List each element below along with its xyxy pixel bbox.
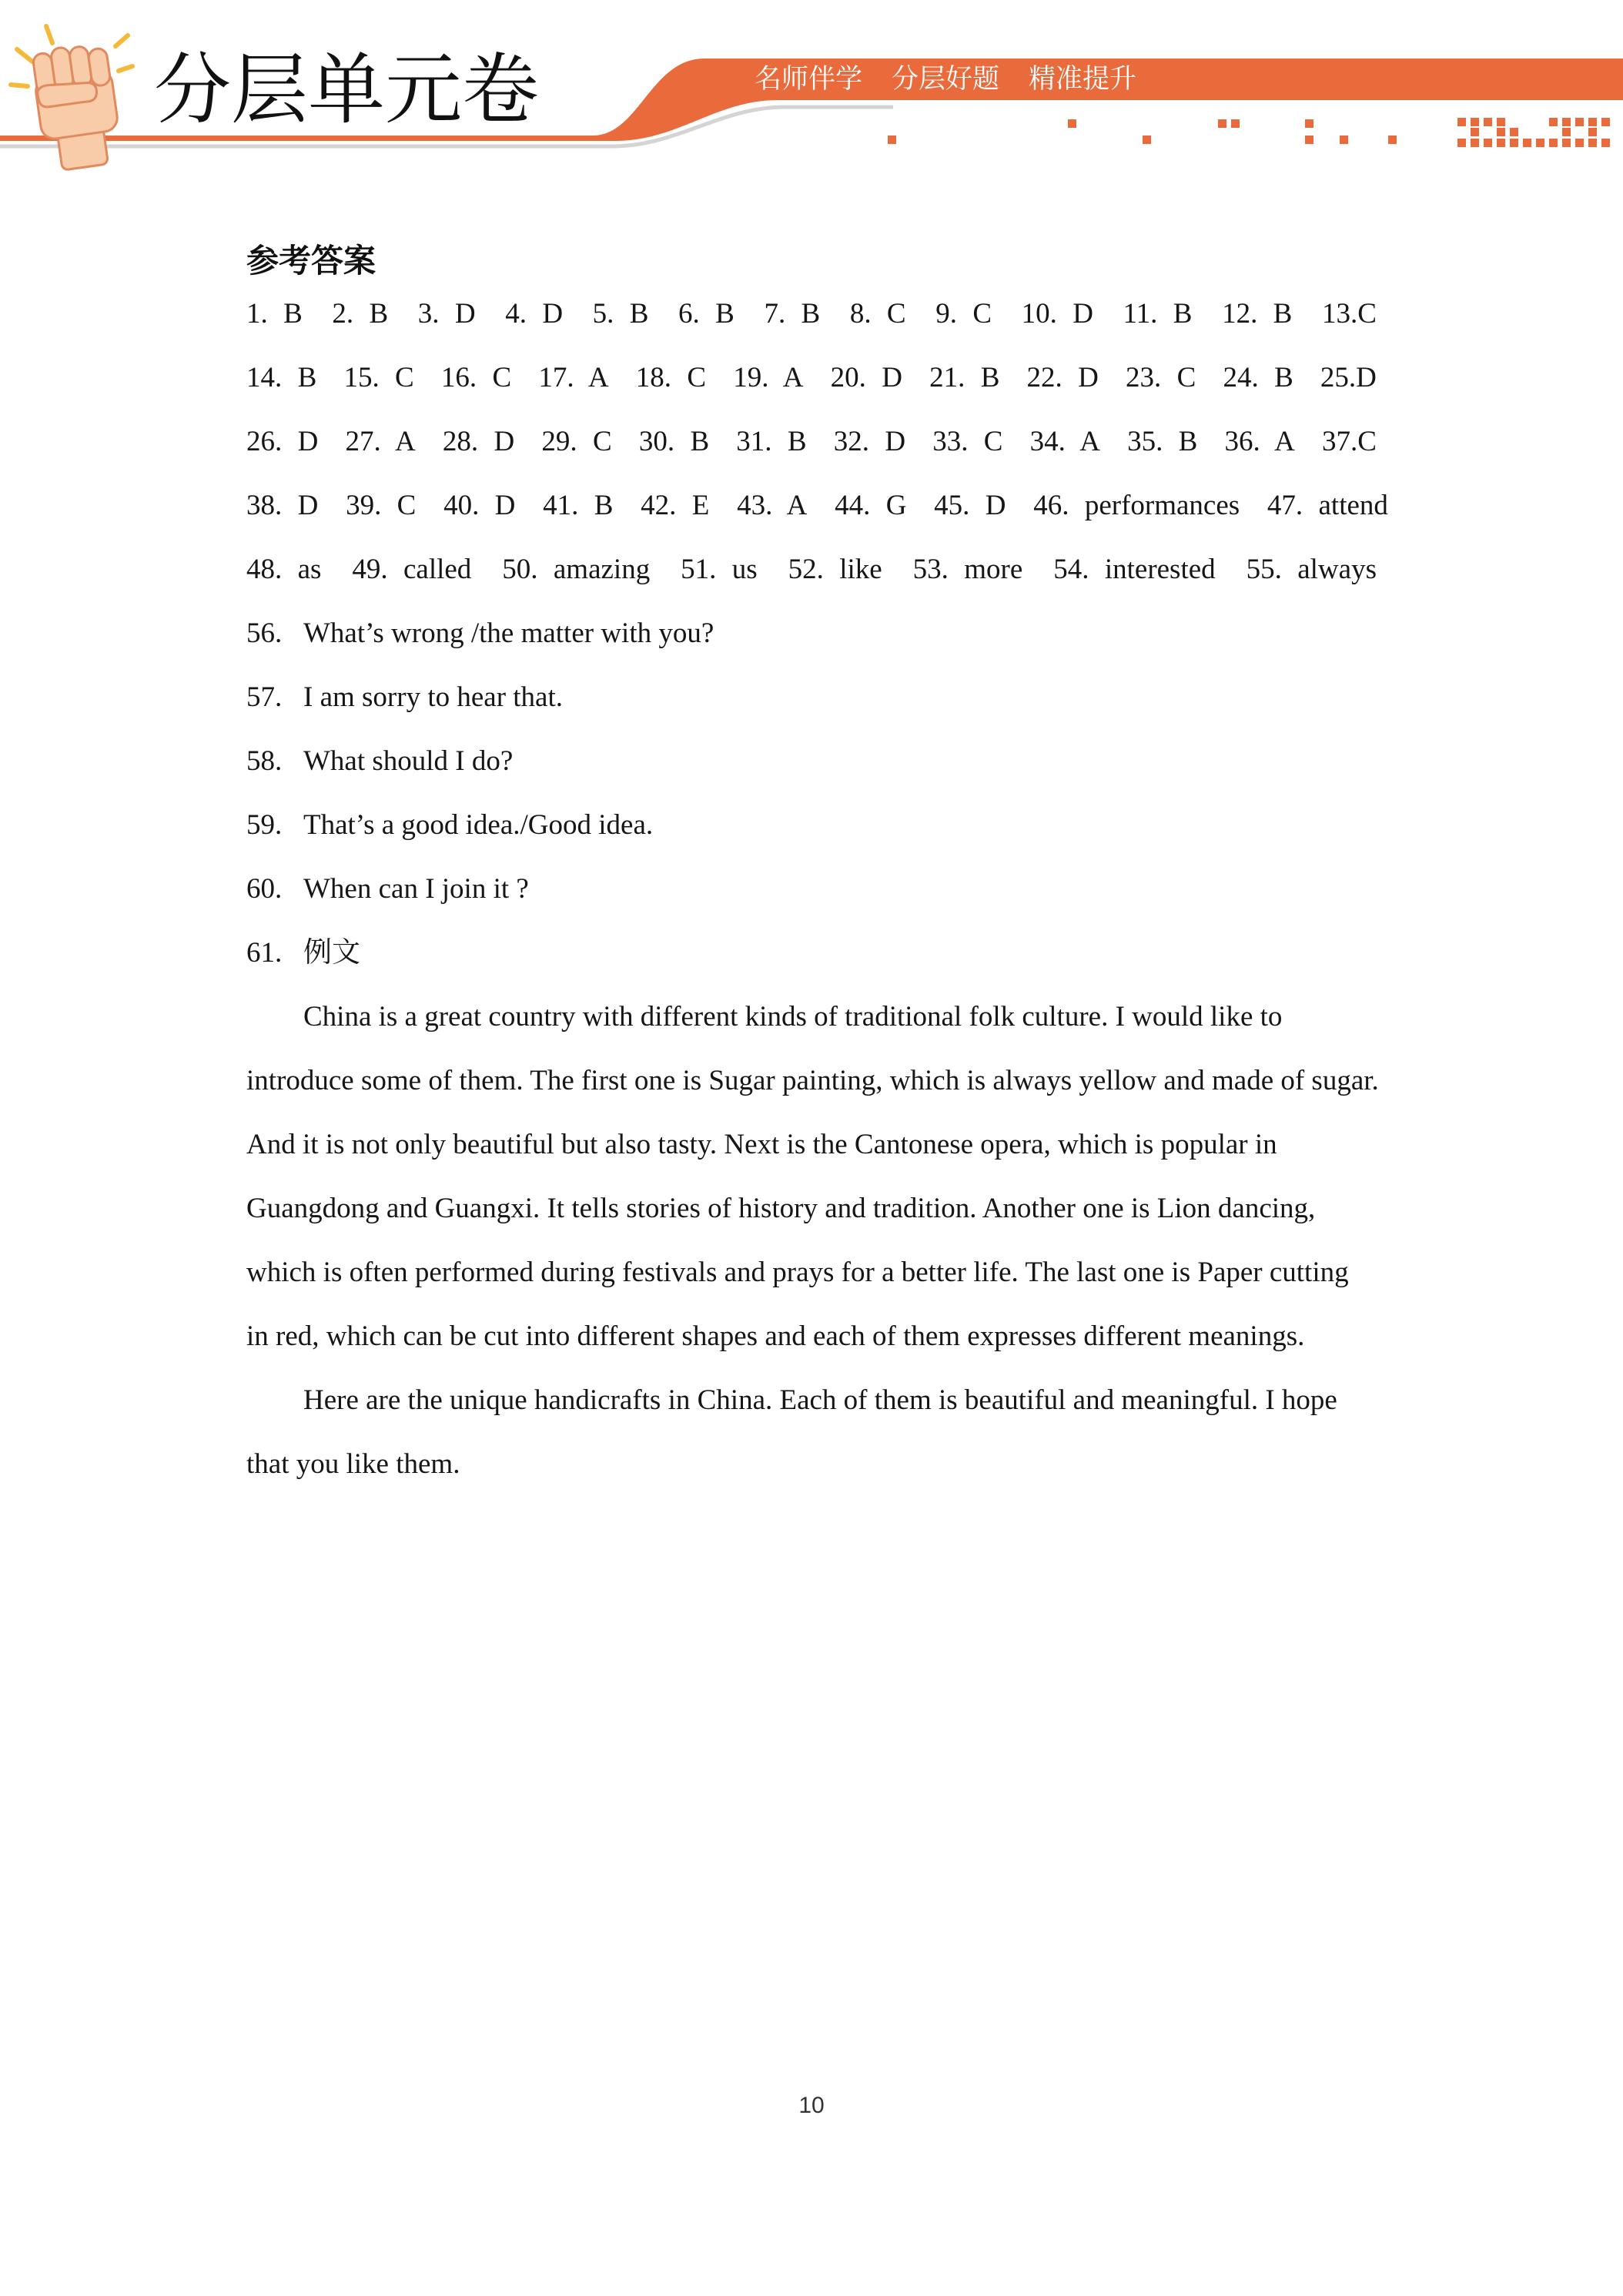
answer-text: 例文 [303, 937, 360, 969]
pattern-square [1549, 139, 1558, 147]
answer-item: 55. always [1246, 554, 1377, 585]
answer-item: 31. B [736, 426, 807, 457]
answer-item: 10. D [1021, 298, 1093, 330]
pattern-square [1588, 128, 1597, 136]
answer-item: 15. C [343, 362, 414, 393]
burst-ray [11, 85, 28, 86]
pattern-square [1484, 139, 1492, 147]
pattern-square [1471, 118, 1479, 126]
answer-item: 48. as [246, 554, 322, 585]
page-number: 10 [798, 2093, 825, 2118]
answer-item: 22. D [1026, 362, 1099, 393]
answer-item: 21. B [929, 362, 1000, 393]
answer-line [246, 857, 1401, 921]
answer-item: 30. B [638, 426, 710, 457]
answer-item: 24. B [1223, 362, 1293, 393]
answer-line [246, 793, 1401, 857]
pattern-square [1562, 128, 1571, 136]
answer-item: 51. us [681, 554, 758, 585]
pattern-square [1549, 118, 1558, 126]
answer-item: 43. A [737, 490, 808, 521]
answer-row [246, 346, 1377, 410]
essay-line: that you like them. [246, 1448, 460, 1480]
pattern-square [1305, 136, 1313, 144]
answer-key-content [246, 282, 1401, 1496]
answer-item: 18. C [635, 362, 707, 393]
answer-item: 20. D [830, 362, 902, 393]
pattern-square [1575, 118, 1584, 126]
burst-ray [115, 35, 128, 46]
answer-row [246, 410, 1377, 474]
answer-text: What should I do? [303, 745, 514, 777]
answer-item: 9. C [935, 298, 992, 330]
answer-item: 28. D [442, 426, 515, 457]
answer-item: 46. performances [1033, 490, 1240, 521]
answer-item: 14. B [246, 362, 317, 393]
answer-item: 36. A [1224, 426, 1295, 457]
pattern-square [1484, 118, 1492, 126]
pattern-square [1143, 136, 1151, 144]
pattern-square [1388, 136, 1397, 144]
answer-item: 12. B [1222, 298, 1293, 330]
pattern-square [1497, 139, 1505, 147]
answer-item: 29. C [541, 426, 612, 457]
answer-item: 13.C [1321, 298, 1377, 330]
answer-item: 27. A [345, 426, 416, 457]
answer-item: 45. D [934, 490, 1006, 521]
answer-line [246, 601, 1401, 665]
answer-text: When can I join it ? [303, 873, 529, 905]
answer-item: 16. C [440, 362, 512, 393]
pattern-square [1523, 139, 1531, 147]
pattern-square [1340, 136, 1348, 144]
answer-item: 6. B [678, 298, 735, 330]
answer-item: 17. A [538, 362, 609, 393]
answer-item: 3. D [417, 298, 476, 330]
answer-row [246, 537, 1377, 601]
answer-text: I am sorry to hear that. [303, 681, 563, 713]
answer-number: 57. [246, 681, 283, 713]
pattern-square [1218, 119, 1226, 128]
pattern-square [1588, 118, 1597, 126]
answer-row [246, 474, 1388, 537]
slogan [755, 63, 1136, 95]
answer-item: 49. called [352, 554, 472, 585]
answer-item: 25.D [1320, 362, 1377, 393]
dot-pattern [888, 118, 1610, 147]
answer-number: 61. [246, 937, 283, 969]
pattern-square [1510, 128, 1518, 136]
answer-item: 47. attend [1267, 490, 1388, 521]
answer-item: 34. A [1029, 426, 1100, 457]
pattern-square [1231, 119, 1240, 128]
pattern-square [888, 136, 896, 144]
answer-item: 52. like [788, 554, 882, 585]
answer-item: 38. D [246, 490, 319, 521]
essay-line: And it is not only beautiful but also tasty. Next is the Cantonese opera, which is popular in [246, 1129, 1277, 1160]
answer-number: 59. [246, 809, 283, 841]
answer-number: 60. [246, 873, 283, 905]
essay-line: Here are the unique handicrafts in China. Each of them is beautiful and meaningful. I hope [303, 1384, 1337, 1416]
slogan-phrase: 精准提升 [1029, 64, 1137, 95]
answer-item: 41. B [543, 490, 614, 521]
answer-item: 42. E [641, 490, 710, 521]
burst-ray [17, 49, 32, 62]
pattern-square [1601, 139, 1610, 147]
pattern-square [1305, 119, 1313, 128]
answer-line [246, 729, 1401, 793]
answer-line [246, 921, 1401, 985]
answer-item: 23. C [1126, 362, 1196, 393]
answer-row [246, 282, 1377, 346]
pattern-square [1068, 119, 1076, 128]
pattern-square [1497, 128, 1505, 136]
slogan-phrase: 名师伴学 [755, 64, 863, 95]
answer-item: 8. C [849, 298, 906, 330]
answer-key-heading: 参考答案 [246, 242, 376, 279]
answer-item: 11. B [1123, 298, 1193, 330]
essay-line: China is a great country with different kinds of traditional folk culture. I would like to [303, 1001, 1283, 1033]
pattern-square [1471, 139, 1479, 147]
answer-text: What’s wrong /the matter with you? [303, 618, 714, 649]
answer-item: 2. B [332, 298, 389, 330]
answer-item: 19. A [733, 362, 804, 393]
answer-item: 1. B [246, 298, 303, 330]
burst-ray [119, 66, 132, 71]
pattern-square [1497, 118, 1505, 126]
pattern-square [1536, 139, 1544, 147]
answer-item: 44. G [835, 490, 907, 521]
raised-fist-icon [11, 26, 132, 172]
answer-item: 50. amazing [502, 554, 651, 585]
pattern-square [1601, 118, 1610, 126]
answer-item: 53. more [912, 554, 1023, 585]
pattern-square [1562, 118, 1571, 126]
answer-item: 40. D [443, 490, 516, 521]
answer-item: 26. D [246, 426, 319, 457]
answer-item: 32. D [833, 426, 906, 457]
series-title: 分层单元卷 [154, 45, 539, 135]
answer-item: 39. C [346, 490, 417, 521]
pattern-square [1457, 118, 1466, 126]
essay-line: which is often performed during festivals and prays for a better life. The last one is Paper cutting [246, 1257, 1349, 1288]
answer-item: 35. B [1127, 426, 1198, 457]
answer-item: 5. B [592, 298, 649, 330]
essay-line: Guangdong and Guangxi. It tells stories of history and tradition. Another one is Lion dancing, [246, 1193, 1316, 1224]
answer-item: 33. C [932, 426, 1003, 457]
essay-line: in red, which can be cut into different shapes and each of them expresses different meanings. [246, 1320, 1305, 1352]
pattern-square [1575, 139, 1584, 147]
pattern-square [1457, 139, 1466, 147]
sample-essay [246, 985, 1401, 1496]
pattern-square [1510, 139, 1518, 147]
answer-item: 4. D [505, 298, 564, 330]
burst-ray [46, 26, 52, 43]
essay-line: introduce some of them. The first one is Sugar painting, which is always yellow and made of sugar. [246, 1065, 1379, 1096]
answer-number: 56. [246, 618, 283, 649]
answer-text: That’s a good idea./Good idea. [303, 809, 654, 841]
essay-paragraph [246, 985, 1401, 1368]
answer-item: 7. B [764, 298, 821, 330]
essay-paragraph [246, 1368, 1401, 1496]
answer-line [246, 665, 1401, 729]
pattern-square [1471, 128, 1479, 136]
answer-item: 37.C [1321, 426, 1377, 457]
pattern-square [1588, 139, 1597, 147]
pattern-square [1562, 139, 1571, 147]
slogan-phrase: 分层好题 [892, 64, 1000, 95]
answer-number: 58. [246, 745, 283, 777]
answer-item: 54. interested [1053, 554, 1216, 585]
